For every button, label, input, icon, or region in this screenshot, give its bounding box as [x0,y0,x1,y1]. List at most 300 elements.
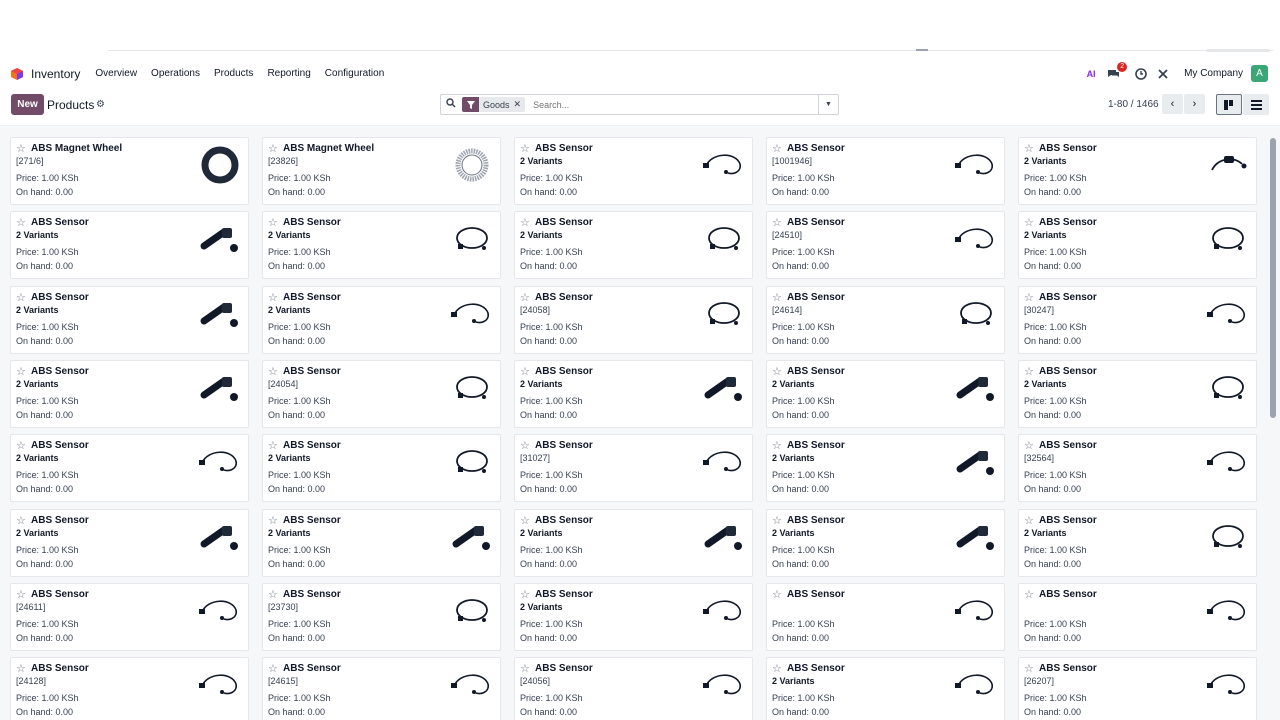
product-name: ABS Sensor [787,514,845,526]
product-price: Price: 1.00 KSh [268,395,331,406]
product-reference: 2 Variants [772,527,815,538]
product-reference: 2 Variants [520,601,563,612]
product-image [702,664,746,706]
product-name: ABS Sensor [31,440,89,452]
product-image [1206,218,1250,260]
product-reference: 2 Variants [772,453,815,464]
product-card[interactable] [766,137,1005,205]
product-name: ABS Sensor [787,217,845,229]
product-price: Price: 1.00 KSh [1024,321,1087,332]
product-on-hand: On hand: 0.00 [16,484,74,495]
product-on-hand: On hand: 0.00 [16,409,74,420]
product-name: ABS Sensor [31,217,89,229]
favorite-star-icon[interactable]: ☆ [16,217,26,230]
favorite-star-icon[interactable]: ☆ [772,365,782,378]
favorite-star-icon[interactable]: ☆ [520,217,530,230]
product-reference: 2 Variants [772,378,815,389]
product-name: ABS Sensor [1039,291,1097,303]
remove-facet-icon[interactable]: ✕ [513,99,522,109]
product-card[interactable] [10,434,249,502]
product-name: ABS Magnet Wheel [283,143,375,154]
product-price: Price: 1.00 KSh [1024,247,1087,258]
tools-icon[interactable] [1156,67,1170,81]
product-on-hand: On hand: 0.00 [772,335,830,346]
product-card[interactable] [766,286,1005,354]
product-name: ABS Sensor [1039,514,1097,526]
favorite-star-icon[interactable]: ☆ [520,588,530,601]
favorite-star-icon[interactable]: ☆ [772,143,782,155]
favorite-star-icon[interactable]: ☆ [268,365,278,378]
product-on-hand: On hand: 0.00 [1024,558,1082,569]
product-image [954,367,998,409]
product-on-hand: On hand: 0.00 [268,261,326,272]
product-reference: 2 Variants [268,304,311,315]
product-card[interactable] [514,211,753,279]
favorite-star-icon[interactable]: ☆ [1024,514,1034,527]
menu-operations[interactable]: Operations [151,68,200,79]
favorite-star-icon[interactable]: ☆ [520,663,530,676]
product-name: ABS Sensor [535,217,593,229]
product-card[interactable] [262,509,501,577]
product-reference: [24058] [520,304,551,315]
product-price: Price: 1.00 KSh [520,693,583,704]
product-price: Price: 1.00 KSh [16,693,79,704]
product-price: Price: 1.00 KSh [1024,544,1087,555]
product-image [954,441,998,483]
product-on-hand: On hand: 0.00 [520,187,578,197]
product-name: ABS Sensor [283,514,341,526]
product-card[interactable] [1018,657,1257,720]
kanban-grid [0,125,1280,720]
favorite-star-icon[interactable]: ☆ [520,514,530,527]
product-image [954,664,998,706]
product-price: Price: 1.00 KSh [772,321,835,332]
product-card[interactable] [262,434,501,502]
product-name: ABS Sensor [1039,143,1097,154]
product-price: Price: 1.00 KSh [772,173,835,183]
product-image [702,293,746,335]
favorite-star-icon[interactable]: ☆ [772,514,782,527]
main-navbar [0,58,1280,89]
product-price: Price: 1.00 KSh [520,247,583,258]
filter-facet [462,97,525,112]
product-on-hand: On hand: 0.00 [520,335,578,346]
favorite-star-icon[interactable]: ☆ [16,663,26,676]
product-card[interactable] [10,657,249,720]
product-card[interactable] [10,509,249,577]
filter-icon [462,97,479,112]
product-name: ABS Sensor [787,365,845,377]
product-name: ABS Sensor [1039,365,1097,377]
product-price: Price: 1.00 KSh [520,173,583,183]
product-price: Price: 1.00 KSh [16,173,79,183]
product-card[interactable] [262,137,501,205]
ai-icon[interactable] [1084,67,1098,81]
product-reference: [23730] [268,601,299,612]
product-name: ABS Sensor [31,514,89,526]
favorite-star-icon[interactable]: ☆ [268,217,278,230]
product-price: Price: 1.00 KSh [16,247,79,258]
product-price: Price: 1.00 KSh [268,470,331,481]
favorite-star-icon[interactable]: ☆ [772,217,782,230]
new-button[interactable]: New [11,94,44,115]
product-image [450,144,494,186]
product-image [702,441,746,483]
product-on-hand: On hand: 0.00 [16,261,74,272]
app-name[interactable]: Inventory [31,66,81,81]
product-image [954,516,998,558]
product-image [1206,516,1250,558]
company-switcher[interactable]: My Company [1184,68,1243,79]
product-image [450,218,494,260]
product-price: Price: 1.00 KSh [772,247,835,258]
product-price: Price: 1.00 KSh [1024,173,1087,183]
product-reference: 2 Variants [16,378,59,389]
user-avatar[interactable]: A [1251,65,1268,82]
product-image [954,293,998,335]
product-card[interactable] [514,509,753,577]
product-image [198,218,242,260]
product-on-hand: On hand: 0.00 [772,261,830,272]
favorite-star-icon[interactable]: ☆ [16,514,26,527]
product-on-hand: On hand: 0.00 [772,558,830,569]
product-name: ABS Sensor [283,588,341,600]
product-card[interactable] [514,137,753,205]
product-price: Price: 1.00 KSh [16,395,79,406]
product-name: ABS Sensor [535,514,593,526]
product-on-hand: On hand: 0.00 [1024,335,1082,346]
product-image [702,367,746,409]
product-price: Price: 1.00 KSh [268,247,331,258]
product-reference: 2 Variants [1024,230,1067,241]
product-image [1206,367,1250,409]
product-price: Price: 1.00 KSh [520,470,583,481]
ai-label: AI [1086,68,1096,79]
product-on-hand: On hand: 0.00 [16,558,74,569]
product-image [1206,144,1250,186]
list-view-button[interactable] [1243,94,1269,115]
favorite-star-icon[interactable]: ☆ [268,143,278,155]
product-card[interactable] [514,657,753,720]
product-price: Price: 1.00 KSh [772,618,835,629]
product-image [198,367,242,409]
search-bar [440,94,839,115]
product-price: Price: 1.00 KSh [1024,618,1087,629]
facet-label: Goods [483,99,510,110]
inventory-app-icon[interactable] [10,67,24,81]
product-image [1206,590,1250,632]
kanban-view-button[interactable] [1216,94,1242,115]
product-reference: [24510] [772,230,803,241]
product-card[interactable] [1018,211,1257,279]
product-image [198,144,242,186]
product-price: Price: 1.00 KSh [520,395,583,406]
product-on-hand: On hand: 0.00 [520,484,578,495]
product-name: ABS Sensor [31,291,89,303]
product-on-hand: On hand: 0.00 [268,335,326,346]
product-on-hand: On hand: 0.00 [268,558,326,569]
product-on-hand: On hand: 0.00 [1024,409,1082,420]
product-image [702,516,746,558]
product-price: Price: 1.00 KSh [772,395,835,406]
favorite-star-icon[interactable]: ☆ [16,365,26,378]
product-card[interactable] [10,583,249,651]
favorite-star-icon[interactable]: ☆ [1024,143,1034,155]
product-on-hand: On hand: 0.00 [1024,187,1082,197]
menu-products[interactable]: Products [213,68,254,79]
product-name: ABS Sensor [535,440,593,452]
favorite-star-icon[interactable]: ☆ [268,440,278,453]
pager-value[interactable]: 1-80 / 1466 [1108,99,1159,110]
product-name: ABS Sensor [283,291,341,303]
product-name: ABS Sensor [535,663,593,675]
product-name: ABS Sensor [1039,588,1097,600]
product-reference: [32564] [1024,453,1055,464]
product-name: ABS Sensor [283,440,341,452]
product-name: ABS Sensor [535,588,593,600]
favorite-star-icon[interactable]: ☆ [1024,365,1034,378]
product-on-hand: On hand: 0.00 [1024,261,1082,272]
navbar-systray [1076,58,1268,89]
product-reference: [24614] [772,304,803,315]
favorite-star-icon[interactable]: ☆ [16,440,26,453]
product-price: Price: 1.00 KSh [16,544,79,555]
product-reference: 2 Variants [520,156,563,166]
search-input[interactable] [533,100,793,110]
product-reference: 2 Variants [16,304,59,315]
product-image [954,218,998,260]
product-name: ABS Sensor [283,663,341,675]
product-card[interactable] [514,434,753,502]
product-image [1206,441,1250,483]
product-card[interactable] [766,509,1005,577]
product-on-hand: On hand: 0.00 [268,187,326,197]
product-image [1206,664,1250,706]
product-reference: [23826] [268,156,299,166]
product-card[interactable] [766,434,1005,502]
product-reference: [24054] [268,378,299,389]
product-name: ABS Sensor [31,663,89,675]
product-reference: [24611] [16,601,46,612]
product-image [198,516,242,558]
product-card[interactable] [1018,137,1257,205]
favorite-star-icon[interactable]: ☆ [520,365,530,378]
product-price: Price: 1.00 KSh [772,470,835,481]
product-name: ABS Sensor [787,440,845,452]
product-image [954,590,998,632]
gear-icon[interactable]: ⚙ [96,99,105,110]
product-name: ABS Sensor [535,143,593,154]
product-on-hand: On hand: 0.00 [1024,707,1082,718]
product-card[interactable] [262,360,501,428]
product-reference: [31027] [520,453,551,464]
favorite-star-icon[interactable]: ☆ [520,143,530,155]
product-reference: 2 Variants [16,453,59,464]
product-name: ABS Sensor [787,588,845,600]
product-card[interactable] [766,583,1005,651]
product-name: ABS Sensor [1039,663,1097,675]
strip-divider [108,50,1273,51]
product-price: Price: 1.00 KSh [16,321,79,332]
product-image [450,590,494,632]
product-name: ABS Sensor [787,663,845,675]
favorite-star-icon[interactable]: ☆ [268,514,278,527]
product-image [702,144,746,186]
product-on-hand: On hand: 0.00 [16,707,74,718]
product-on-hand: On hand: 0.00 [520,707,578,718]
product-image [702,218,746,260]
product-card[interactable] [262,286,501,354]
product-reference: 2 Variants [520,378,563,389]
product-name: ABS Sensor [31,588,89,600]
product-reference: 2 Variants [268,453,311,464]
product-card[interactable] [10,211,249,279]
favorite-star-icon[interactable]: ☆ [268,588,278,601]
product-card[interactable] [10,360,249,428]
product-price: Price: 1.00 KSh [268,544,331,555]
product-reference: 2 Variants [1024,527,1067,538]
product-image [450,367,494,409]
product-card[interactable] [10,137,249,205]
product-price: Price: 1.00 KSh [16,470,79,481]
product-price: Price: 1.00 KSh [268,173,331,183]
product-name: ABS Sensor [535,365,593,377]
product-image [954,144,998,186]
product-on-hand: On hand: 0.00 [268,632,326,643]
product-card[interactable] [766,657,1005,720]
product-image [450,441,494,483]
menu-reporting[interactable]: Reporting [267,68,311,79]
product-reference: 2 Variants [16,527,59,538]
favorite-star-icon[interactable]: ☆ [520,440,530,453]
product-on-hand: On hand: 0.00 [772,707,830,718]
product-reference: [30247] [1024,304,1055,315]
favorite-star-icon[interactable]: ☆ [1024,588,1034,601]
product-image [450,293,494,335]
favorite-star-icon[interactable]: ☆ [268,663,278,676]
product-on-hand: On hand: 0.00 [268,409,326,420]
product-price: Price: 1.00 KSh [268,618,331,629]
product-card[interactable] [766,211,1005,279]
product-name: ABS Sensor [535,291,593,303]
product-price: Price: 1.00 KSh [1024,693,1087,704]
favorite-star-icon[interactable]: ☆ [1024,663,1034,676]
product-card[interactable] [1018,434,1257,502]
favorite-star-icon[interactable]: ☆ [16,588,26,601]
chat-badge: 2 [1117,62,1127,72]
product-price: Price: 1.00 KSh [772,693,835,704]
product-card[interactable] [1018,360,1257,428]
product-name: ABS Sensor [283,365,341,377]
product-name: ABS Sensor [1039,440,1097,452]
favorite-star-icon[interactable]: ☆ [16,291,26,304]
product-image [702,590,746,632]
search-options-chevron-icon[interactable]: ▼ [818,95,838,114]
product-card[interactable] [514,286,753,354]
scrollbar[interactable] [1270,138,1276,418]
product-card[interactable] [1018,509,1257,577]
product-reference: [1001946] [772,156,813,166]
favorite-star-icon[interactable]: ☆ [520,291,530,304]
favorite-star-icon[interactable]: ☆ [772,588,782,601]
chat-icon[interactable] [1106,62,1125,81]
favorite-star-icon[interactable]: ☆ [16,143,26,155]
product-card[interactable] [262,211,501,279]
product-reference: 2 Variants [520,527,563,538]
product-card[interactable] [766,360,1005,428]
product-reference: 2 Variants [16,230,59,241]
menu-configuration[interactable]: Configuration [324,68,385,79]
product-reference: 2 Variants [268,527,311,538]
product-price: Price: 1.00 KSh [520,544,583,555]
product-on-hand: On hand: 0.00 [520,409,578,420]
product-on-hand: On hand: 0.00 [268,707,326,718]
favorite-star-icon[interactable]: ☆ [268,291,278,304]
browser-strip [0,0,1280,58]
product-card[interactable] [262,657,501,720]
product-on-hand: On hand: 0.00 [16,187,74,197]
product-image [198,664,242,706]
product-image [198,590,242,632]
favorite-star-icon[interactable]: ☆ [772,663,782,676]
product-card[interactable] [1018,583,1257,651]
product-price: Price: 1.00 KSh [16,618,79,629]
product-name: ABS Sensor [787,291,845,303]
product-reference: [24128] [16,676,47,687]
favorite-star-icon[interactable]: ☆ [1024,440,1034,453]
product-card[interactable] [514,583,753,651]
product-price: Price: 1.00 KSh [268,693,331,704]
product-price: Price: 1.00 KSh [772,544,835,555]
product-reference: 2 Variants [520,230,563,241]
product-image [198,293,242,335]
product-name: ABS Sensor [283,217,341,229]
control-panel [0,89,1280,125]
product-on-hand: On hand: 0.00 [772,187,830,197]
product-on-hand: On hand: 0.00 [1024,484,1082,495]
favorite-star-icon[interactable]: ☆ [772,440,782,453]
favorite-star-icon[interactable]: ☆ [1024,217,1034,230]
product-price: Price: 1.00 KSh [520,618,583,629]
product-on-hand: On hand: 0.00 [268,484,326,495]
product-price: Price: 1.00 KSh [1024,395,1087,406]
product-on-hand: On hand: 0.00 [772,632,830,643]
product-reference: 2 Variants [772,676,815,687]
clock-icon[interactable] [1134,67,1148,81]
product-on-hand: On hand: 0.00 [520,558,578,569]
product-reference: [24056] [520,676,551,687]
pager-next-button[interactable]: › [1184,94,1205,114]
strip-marker [916,49,928,51]
product-reference: [26207] [1024,676,1055,687]
product-price: Price: 1.00 KSh [268,321,331,332]
product-name: ABS Magnet Wheel [31,143,123,154]
search-icon[interactable] [441,98,461,111]
product-on-hand: On hand: 0.00 [1024,632,1082,643]
pager-previous-button[interactable]: ‹ [1162,94,1183,114]
product-image [198,441,242,483]
product-on-hand: On hand: 0.00 [520,261,578,272]
product-card[interactable] [10,286,249,354]
favorite-star-icon[interactable]: ☆ [772,291,782,304]
product-card[interactable] [514,360,753,428]
product-on-hand: On hand: 0.00 [520,632,578,643]
product-card[interactable] [262,583,501,651]
strip-marker-right [1206,49,1270,52]
favorite-star-icon[interactable]: ☆ [1024,291,1034,304]
product-card[interactable] [1018,286,1257,354]
menu-overview[interactable]: Overview [95,68,138,79]
